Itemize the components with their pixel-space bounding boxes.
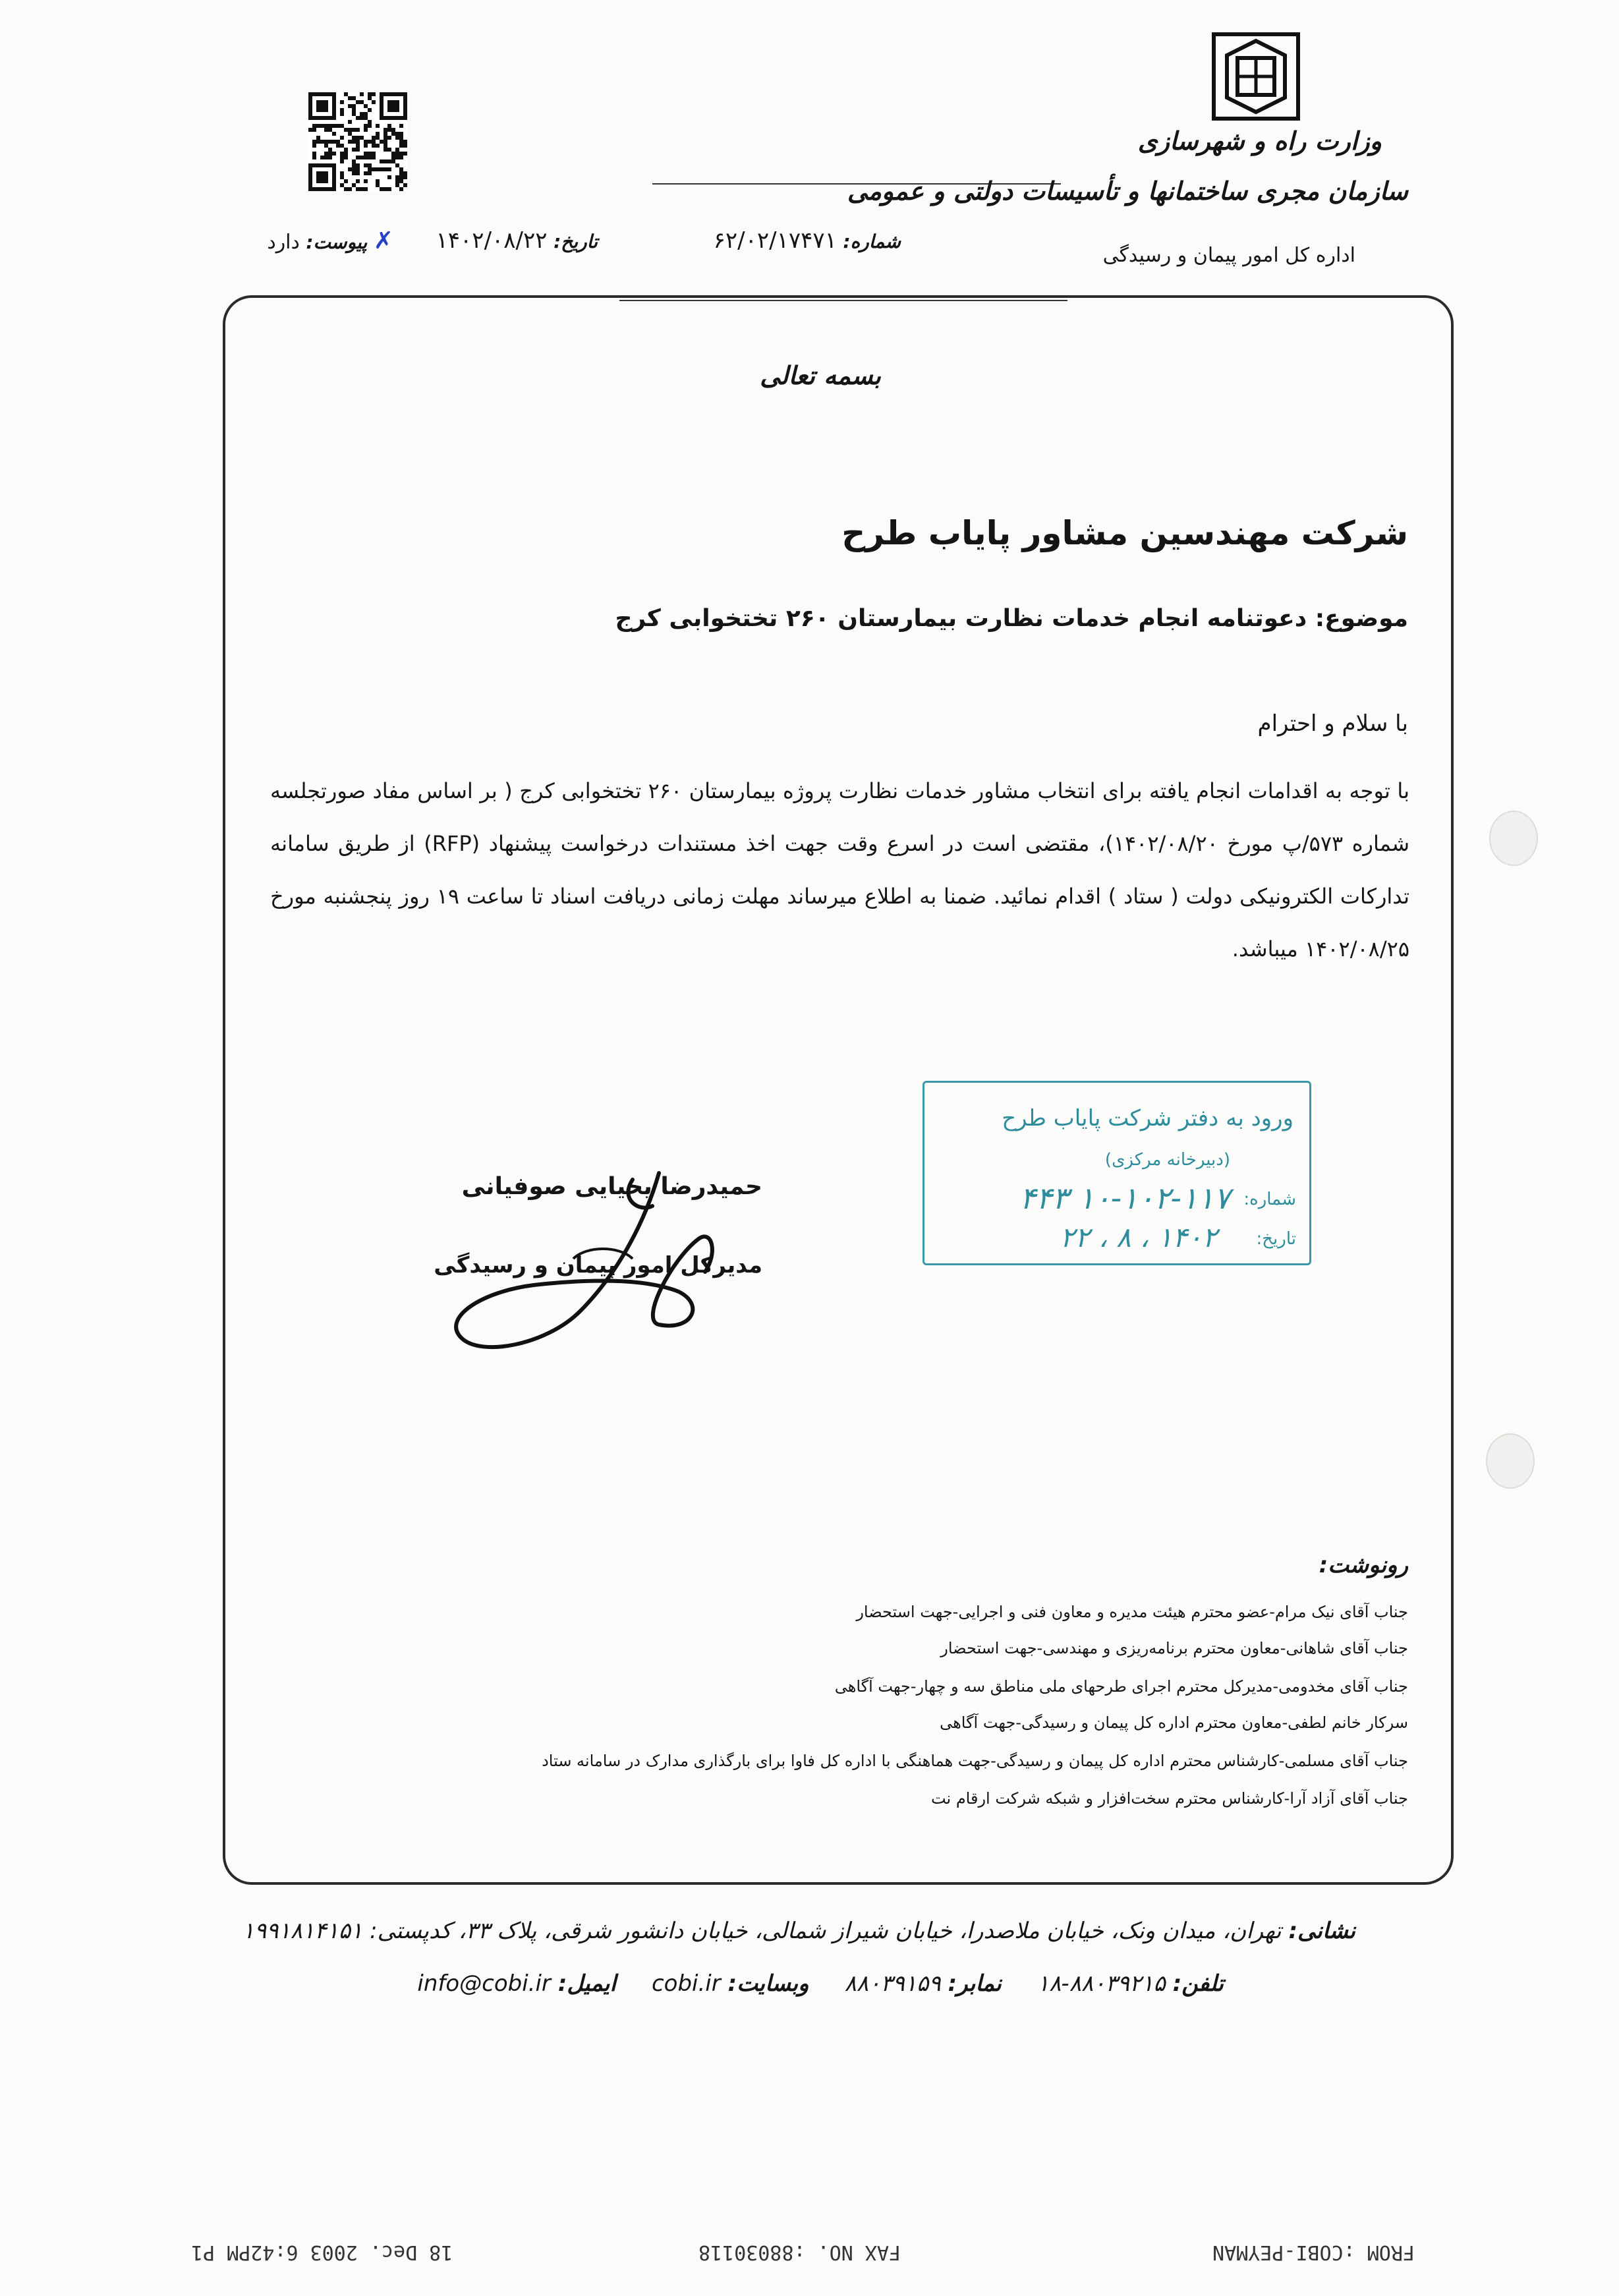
letter-number	[714, 227, 901, 254]
stamp-subtitle: (دبیرخانه مرکزی)	[1104, 1150, 1230, 1170]
email-label: ایمیل:	[557, 1970, 616, 1997]
fax-timestamp: 18 Dec. 2003 6:42PM P1	[191, 2241, 453, 2264]
letter-date	[436, 227, 598, 254]
letter-number-value: ۶۲/۰۲/۱۷۴۷۱	[713, 227, 837, 254]
department-name: اداره کل امور پیمان و رسیدگی	[1102, 244, 1355, 267]
attachment-value: دارد	[267, 231, 300, 254]
address-label: نشانی:	[1288, 1918, 1355, 1944]
address-value: تهران، میدان ونک، خیابان ملاصدرا، خیابان شیراز شمالی، خیابان دانشور شرقی، پلاک ۳۳، کدپستی: ۱۹۹۱۸۱۴۱۵۱	[242, 1918, 1282, 1944]
fax-value: ۸۸۰۳۹۱۵۹	[844, 1970, 941, 1997]
stamp-title: ورود به دفتر شرکت پایاب طرح	[1002, 1105, 1293, 1132]
cc-title: رونوشت:	[1319, 1552, 1408, 1578]
received-stamp	[923, 1081, 1311, 1265]
ministry-logo	[1211, 32, 1301, 121]
fax-number: FAX NO. :88030118	[698, 2241, 901, 2264]
signatory-name: حمیدرضا یحیایی صوفیانی	[461, 1173, 762, 1200]
stamp-number-value: ۱۰-۱۰۲-۱۱۷ ۴۴۳	[1019, 1180, 1230, 1216]
attachment-check-icon: ✗	[373, 227, 393, 254]
letter-body: با توجه به اقدامات انجام یافته برای انتخاب مشاور خدمات نظارت پروژه بیمارستان ۲۶۰ تختخوابی کرج ( بر اساس مفاد صورتجلسه شماره ۵۷۳/پ مورخ ۱۴۰۲/۰۸/۲۰)، مقتضی است در اسرع وقت جهت اخذ مستندات درخواست پیشنهاد (RFP) از طریق سامانه تدارکات الکترونیکی دولت ( ستاد ) اقدام نمائید. ضمنا به اطلاع میرساند مهلت زمانی دریافت اسناد تا ساعت ۱۹ روز پنجشنبه مورخ ۱۴۰۲/۰۸/۲۵ میباشد.	[270, 778, 1410, 961]
letter-date-label: تاریخ:	[554, 231, 598, 252]
cc-item: جناب آقای مخدومی-مدیرکل محترم اجرای طرحهای ملی مناطق سه و چهار-جهت آگاهی	[834, 1677, 1408, 1696]
phone-label: تلفن:	[1172, 1970, 1224, 1997]
fax-label: نمابر:	[948, 1970, 1002, 1997]
email-value: info@cobi.ir	[417, 1970, 551, 1997]
phone-value: ۸۸۰۳۹۲۱۵-۱۸	[1037, 1970, 1166, 1997]
organization-name: سازمان مجری ساختمانها و تأسیسات دولتی و عمومی	[847, 177, 1408, 206]
website-label: وبسایت:	[727, 1970, 809, 1997]
cc-item: جناب آقای آزاد آرا-کارشناس محترم سخت‌افزار و شبکه شرکت ارقام نت	[930, 1789, 1408, 1808]
qr-code	[308, 92, 407, 191]
letter-date-value: ۱۴۰۲/۰۸/۲۲	[436, 227, 548, 254]
letter-number-label: شماره:	[843, 231, 901, 252]
handwritten-signature	[422, 1160, 751, 1377]
letter-attachment	[267, 227, 393, 254]
punch-hole	[1489, 811, 1538, 866]
footer-contact	[417, 1970, 1224, 1997]
stamp-date-label: تاریخ:	[1256, 1229, 1296, 1249]
cc-item: جناب آقای شاهانی-معاون محترم برنامه‌ریزی و مهندسی-جهت استحضار	[940, 1639, 1408, 1657]
signatory-title: مدیرکل امور پیمان و رسیدگی	[434, 1252, 762, 1278]
fax-from: FROM :COBI-PEYMAN	[1212, 2241, 1415, 2264]
footer-address	[242, 1918, 1355, 1944]
punch-hole	[1486, 1433, 1535, 1489]
subject: موضوع: دعوتنامه انجام خدمات نظارت بیمارستان ۲۶۰ تختخوابی کرج	[615, 605, 1408, 632]
recipient: شرکت مهندسین مشاور پایاب طرح	[841, 514, 1408, 552]
stamp-number-label: شماره:	[1243, 1190, 1296, 1209]
website-value: cobi.ir	[651, 1970, 721, 1997]
cc-item: جناب آقای نیک مرام-عضو محترم هیئت مدیره و معاون فنی و اجرایی-جهت استحضار	[856, 1603, 1408, 1621]
stamp-date-value: ۱۴۰۲ ، ۸ ، ۲۲	[1060, 1221, 1217, 1253]
greeting: با سلام و احترام	[1257, 710, 1408, 737]
ministry-name: وزارت راه و شهرسازی	[1137, 127, 1382, 156]
attachment-label: پیوست:	[306, 231, 368, 253]
cc-item: سرکار خانم لطفی-معاون محترم اداره کل پیمان و رسیدگی-جهت آگاهی	[940, 1713, 1408, 1732]
cc-item: جناب آقای مسلمی-کارشناس محترم اداره کل پیمان و رسیدگی-جهت هماهنگی با اداره کل فاوا برای بارگذاری مدارک در سامانه ستاد	[542, 1752, 1408, 1770]
bismillah: بسمه تعالی	[760, 361, 881, 390]
